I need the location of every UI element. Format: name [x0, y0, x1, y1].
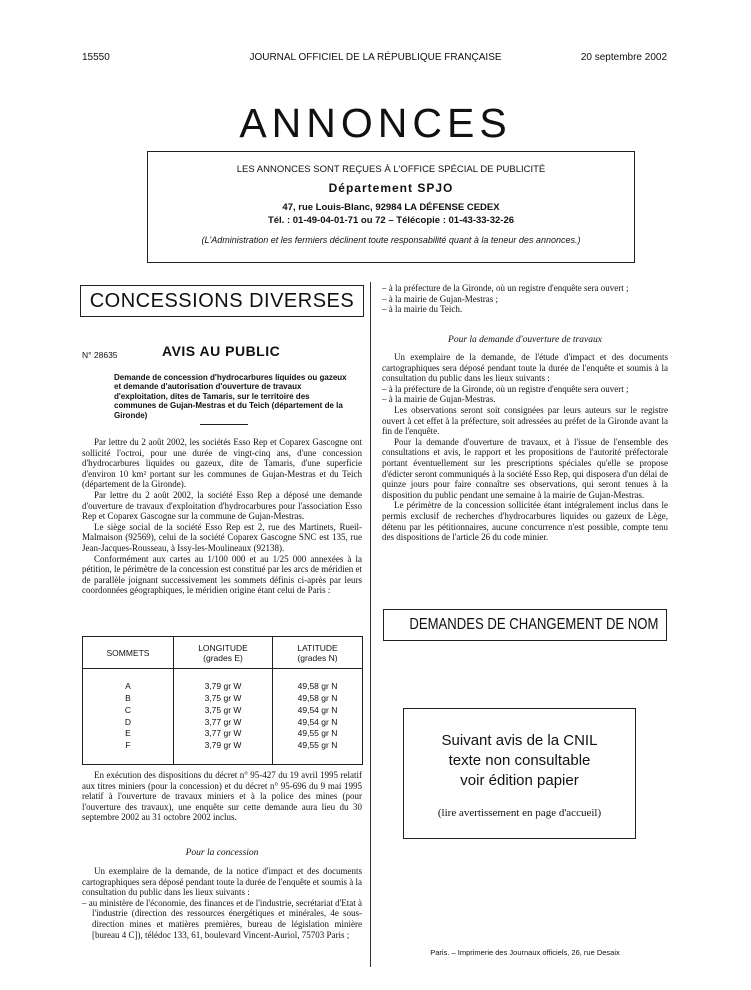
phone-numbers: Tél. : 01-49-04-01-71 ou 72 – Télécopie : 01-43-33-32-26	[267, 215, 515, 226]
paragraph: Le siège social de la société Esso Rep est 2, rue des Martinets, Rueil-Malmaison (92569), celui de la société Coparex Gascogne SNC est 135, rue Jean-Jacques-Rousseau, à Issy-les-Moulineaux (92138).	[82, 521, 362, 553]
list-item: – à la mairie de Gujan-Mestras ;	[382, 293, 498, 304]
cnil-line: texte non consultable	[448, 752, 591, 769]
cnil-line: voir édition papier	[460, 772, 579, 789]
paragraph: Par lettre du 2 août 2002, les sociétés Esso Rep et Coparex Gascogne ont sollicité l'octroi, pour une durée de vingt-cinq ans, d'une concession d'hydrocarbures liquides ou gazeux, dite de Tamaris, d'une superficie d'environ 10 km² portant sur les communes de Gujan-Mestras et du Teich (département de la Gironde).	[82, 437, 362, 490]
column-header-sommets: SOMMETS	[83, 637, 174, 669]
column-header-latitude: LATITUDE (grades N)	[273, 637, 363, 669]
section-title: DEMANDES DE CHANGEMENT DE NOM	[409, 616, 659, 633]
list-item: – à la mairie de Gujan-Mestras.	[382, 394, 496, 405]
cnil-line: Suivant avis de la CNIL	[441, 732, 598, 749]
paragraph: Les observations seront soit consignées par leurs auteurs sur le registre ouvert à cet effet à la préfecture, soit adressées au préfet de la Gironde avant la fin de l'enquête.	[382, 404, 668, 437]
column-divider	[370, 282, 371, 967]
column-header-longitude: LONGITUDE (grades E)	[174, 637, 273, 669]
notice-subtitle: Demande de concession d'hydrocarbures liquides ou gazeux et demande d'autorisation d'ouverture de travaux d'exploitation, dites de Tamaris, sur le territoire des communes de Gujan-Mestras et du Teich (département de la Gironde)	[114, 373, 347, 420]
rule	[200, 424, 248, 425]
address: 47, rue Louis-Blanc, 92984 LA DÉFENSE CEDEX	[282, 202, 500, 213]
printer-footer: Paris. – Imprimerie des Journaux officiels, 26, rue Desaix	[430, 948, 620, 957]
decree-paragraph: En exécution des dispositions du décret n° 95-427 du 19 avril 1995 relatif aux titres miniers (pour la concession) et du décret n° 95-696 du 9 mai 1995 relatif à l'ouverture de travaux miniers et à la police des mines (pour l'ouverture des travaux), une enquête sur cette demande aura lieu du 30 septembre 2002 au 31 octobre 2002 inclus.	[82, 770, 362, 823]
concession-body: Un exemplaire de la demande, de la notice d'impact et des documents cartographiques sera déposé pendant toute la durée de l'enquête et soumis à la consultation du public dans les lieux suivants : – au ministère de l'économie, des finances et de l'industrie, secrétariat d'Etat à l'industrie (direction des ressources énergétiques et minérales, 4e sous-direction mines et matières premières, bureau de législation minière [bureau 4 C]), télédoc 133, 61, boulevard Vincent-Auriol, 75703 Paris ;	[82, 866, 363, 940]
list-item: – au ministère de l'économie, des finances et de l'industrie, secrétariat d'Etat à l'industrie (direction des ressources énergétiques et minérales, 4e sous-direction mines et matières premières, bureau de législation minière [bureau 4 C]), télédoc 133, 61, boulevard Vincent-Auriol, 75703 Paris ;	[82, 897, 362, 940]
sommets-cell: A B C D E F	[83, 669, 174, 765]
paragraph: Le périmètre de la concession sollicitée étant intégralement inclus dans le permis exclusif de recherches d'hydrocarbures liquides ou gazeux de Lège, détenu par les pétitionnaires, aucune concurrence n'est possible, compte tenu des dispositions de l'article 26 du code minier.	[382, 500, 668, 543]
cnil-note: (lire avertissement en page d'accueil)	[437, 807, 602, 819]
list-item: – à la préfecture de la Gironde, où un registre d'enquête sera ouvert ;	[382, 383, 629, 394]
notice-title: AVIS AU PUBLIC	[162, 343, 281, 359]
journal-title: JOURNAL OFFICIEL DE LA RÉPUBLIQUE FRANÇAISE	[249, 52, 502, 63]
paragraph: Conformément aux cartes au 1/100 000 et au 1/25 000 annexées à la pétition, le périmètre de la concession est constitué par les arcs de méridien et de parallèle joignant successivement les sommets définis ci-après par leurs coordonnées géographiques, le méridien origine étant celui de Paris :	[82, 553, 362, 596]
section-title: CONCESSIONS DIVERSES	[89, 290, 355, 312]
notice-number: N° 28635	[82, 350, 118, 360]
section-title-box	[383, 609, 667, 641]
notice-body	[82, 437, 362, 596]
publicity-info-box	[147, 151, 635, 263]
concession-heading: Pour la concession	[185, 848, 259, 858]
list-item: – à la préfecture de la Gironde, où un registre d'enquête sera ouvert ;	[382, 283, 629, 293]
section-title-box	[80, 285, 364, 317]
disclaimer: (L'Administration et les fermiers déclinent toute responsabilité quant à la teneur des annonces.)	[201, 235, 581, 245]
travaux-heading: Pour la demande d'ouverture de travaux	[448, 335, 602, 345]
paragraph: Pour la demande d'ouverture de travaux, et à l'issue de l'ensemble des consultations et avis, le rapport et les propositions de l'autorité préfectorale portant éventuellement sur les prescriptions spéciales qu'elle se propose d'édicter seront communiqués à la société Esso Rep, qui disposera d'un délai de quinze jours pour faire connaître ses observations, qui seront tenues à la disposition du public pendant une semaine à la mairie de Gujan-Mestras.	[382, 436, 668, 500]
right-list-top	[382, 283, 668, 315]
longitude-cell: 3,79 gr W 3,75 gr W 3,75 gr W 3,77 gr W 3,77 gr W 3,79 gr W	[174, 669, 273, 765]
info-line: LES ANNONCES SONT REÇUES À L'OFFICE SPÉCIAL DE PUBLICITÉ	[236, 164, 546, 175]
right-body: Un exemplaire de la demande, de l'étude d'impact et des documents cartographiques sera déposé pendant toute la durée de l'enquête et soumis à la consultation du public dans les lieux suivants : – à la préfecture de la Gironde, où un registre d'enquête sera ouvert ; – à la mairie de Gujan-Mestras. Les observations seront soit consignées par leurs auteurs sur le registre ouvert à cet effet à la préfecture, soit adressées au préfet de la Gironde avant la fin de l'enquête. Pour la demande d'ouverture de travaux, et à l'issue de l'ensemble des consultations et avis, le rapport et les propositions de l'autorité préfectorale portant éventuellement sur les prescriptions spéciales qu'elle se propose d'édicter seront communiqués à la société Esso Rep, qui disposera d'un délai de quinze jours pour faire connaître ses observations, qui seront tenues à la disposition du public pendant une semaine à la mairie de Gujan-Mestras. Le périmètre de la concession sollicitée étant intégralement inclus dans le permis exclusif de recherches d'hydrocarbures liquides ou gazeux de Lège, détenu par les pétitionnaires, aucune concurrence n'est possible, compte tenu des dispositions de l'article 26 du code minier.	[382, 352, 668, 543]
page-number: 15550	[82, 52, 110, 63]
latitude-cell: 49,58 gr N 49,58 gr N 49,54 gr N 49,54 gr N 49,55 gr N 49,55 gr N	[273, 669, 363, 765]
department-name: Département SPJO	[328, 181, 454, 195]
page-title: ANNONCES	[239, 100, 512, 146]
page-date: 20 septembre 2002	[580, 52, 667, 63]
list-item: – à la mairie du Teich.	[382, 304, 463, 315]
paragraph: Par lettre du 2 août 2002, la société Esso Rep a déposé une demande d'ouverture de travaux d'exploitation d'hydrocarbures pour l'association Esso Rep et Coparex Gascogne sur la commune de Gujan-Mestras.	[82, 489, 362, 522]
cnil-notice-box	[403, 708, 636, 839]
coordinates-table	[82, 636, 363, 765]
